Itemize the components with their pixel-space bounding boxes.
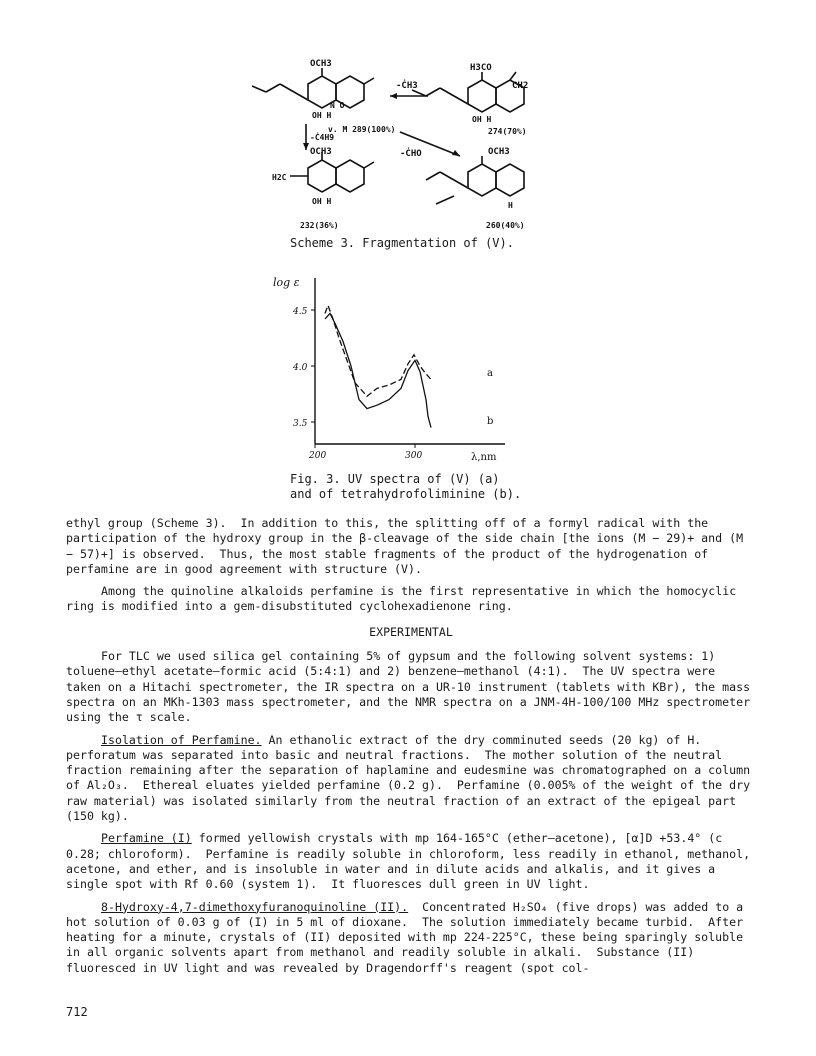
scheme-label-och3-bottom-right: OCH3: [488, 147, 510, 157]
series-line-a: [325, 306, 431, 397]
perfamine-heading: Perfamine (I): [101, 831, 192, 846]
curve-label-a: a: [487, 368, 493, 379]
paragraph-quinoline-alkaloids: Among the quinoline alkaloids perfamine is the first representative in which the homocyclic ring is modified into a gem-disubstituted cyclohexadienone ring.: [66, 584, 744, 614]
compound-ii-text: Concentrated H₂SO₄ (five drops) was added to a hot solution of 0.03 g of (I) in 5 ml of dioxane. The solution immediately became turbid. After heating for a minute, crystals of (II) deposited with mp 224-225°C, these being sparingly soluble in all organic solvents apart from methanol and readily soluble in alkali. Substance (II) fluoresced in UV light and was revealed by Dragendorff's reagent (spot col-: [66, 899, 751, 975]
scheme-label-oh-h-top-right: OH H: [472, 115, 492, 124]
scheme-label-minus-c4h9: -Ċ4H9: [310, 133, 335, 142]
scheme-label-oh-h-bottom-left: OH H: [312, 197, 332, 206]
figure-caption-line-2: and of tetrahydrofoliminine (b).: [290, 487, 522, 501]
paragraph-perfamine: [66, 831, 756, 892]
scheme-label-molecular-ion: v. M 289(100%): [328, 125, 396, 134]
scheme-label-minus-cho: -ĊHO: [400, 149, 422, 159]
scheme-label-h-bottom-right: H: [508, 201, 513, 210]
scheme-label-minus-ch3: -ĊH3: [396, 81, 418, 91]
scheme-label-n-o-top-left: N O: [330, 101, 345, 110]
scheme-label-h3co: H3CO: [470, 63, 492, 73]
paragraph-hydroxy-compound: [66, 900, 756, 976]
scheme-label-oh-h-top-left: OH H: [312, 111, 332, 120]
scheme-label-h2c: H2C: [272, 173, 287, 182]
paragraph-methods: For TLC we used silica gel containing 5% of gypsum and the following solvent systems: 1) toluene–ethyl acetate–formic acid (5:4:1) and 2) benzene–methanol (4:1). The UV spectra were taken on a Hitachi spectrometer, the IR spectra on a UR-10 instrument (tablets with KBr), the mass spectra on an MKh-1303 mass spectrometer, and the NMR spectra on a JNM-4H-100/100 MHz spectrometer using the τ scale.: [66, 649, 758, 725]
series-line-b: [325, 313, 431, 427]
scheme-label-och3-bottom-left: OCH3: [310, 147, 332, 157]
scheme-label-ion-274: 274(70%): [488, 127, 527, 136]
section-heading-experimental: EXPERIMENTAL: [369, 624, 453, 639]
fragmentation-scheme: [250, 58, 570, 236]
scheme-label-ion-232: 232(36%): [300, 221, 339, 230]
paragraph-isolation: [66, 733, 756, 825]
compound-ii-heading: 8-Hydroxy-4,7-dimethoxyfuranoquinoline (II).: [101, 899, 409, 914]
scheme-label-ch2: CH2: [512, 81, 529, 91]
x-tick-300: 300: [405, 451, 423, 461]
x-axis-unit: λ,nm: [471, 452, 497, 463]
isolation-text: An ethanolic extract of the dry comminuted seeds (20 kg) of H. perforatum was separated into basic and neutral fractions. The mother solution of the neutral fraction remaining after the separation of haplamine and eudesmine was chromatographed on a column of Al₂O₃. Ethereal eluates yielded perfamine (0.2 g). Perfamine (0.005% of the weight of the dry raw material) was isolated similarly from the neutral fraction of an extract of the epigeal part (150 kg).: [66, 732, 758, 824]
page-number: 712: [66, 1005, 88, 1019]
isolation-heading: Isolation of Perfamine.: [101, 732, 262, 747]
chart-marks: [311, 306, 431, 449]
body-text: [66, 516, 756, 983]
scheme-label-och3-top-left: OCH3: [310, 59, 332, 69]
scheme-label-ion-260: 260(40%): [486, 221, 525, 230]
curve-label-b: b: [487, 416, 494, 427]
figure-caption-line-1: Fig. 3. UV spectra of (V) (a): [290, 472, 500, 486]
y-tick-3-5: 3.5: [293, 419, 308, 429]
perfamine-text: formed yellowish crystals with mp 164-165°C (ether–acetone), [α]D +53.4° (c 0.28; chloroform). Perfamine is readily soluble in chloroform, less readily in ethanol, methanol, acetone, and ether, and is insoluble in water and in dilute acids and alkalis, and it gives a single spot with Rf 0.60 (system 1). It fluoresces dull green in UV light.: [66, 831, 758, 892]
y-tick-4-0: 4.0: [293, 363, 308, 373]
y-tick-4-5: 4.5: [293, 307, 308, 317]
x-tick-200: 200: [309, 451, 327, 461]
y-axis-label: log ε: [273, 276, 300, 289]
uv-spectra-figure: [265, 268, 565, 468]
paragraph-fragmentation: ethyl group (Scheme 3). In addition to this, the splitting off of a formyl radical with the participation of the hydroxy group in the β-cleavage of the side chain [the ions (M − 29)+ and (M − 57)+] is observed. Thus, the most stable fragments of the product of the hydrogenation of perfamine are in good agreement with structure (V).: [66, 516, 751, 576]
scheme-caption: Scheme 3. Fragmentation of (V).: [290, 236, 514, 250]
